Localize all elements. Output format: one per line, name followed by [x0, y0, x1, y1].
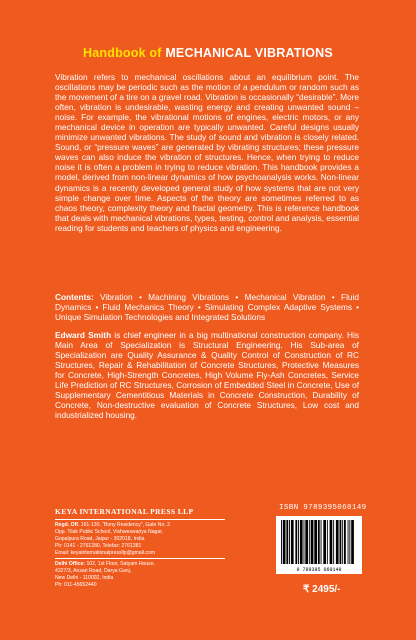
- barcode-bar: [336, 520, 339, 564]
- barcode-bar: [330, 520, 333, 564]
- barcode-bar: [281, 520, 282, 564]
- barcode-bar: [349, 520, 350, 564]
- barcode-bar: [321, 520, 322, 564]
- barcode-bar: [351, 520, 354, 564]
- regd-office-label: Regd. Off.: [55, 522, 80, 528]
- barcode-digits: 9 789395 060149: [296, 567, 342, 573]
- book-title: [0, 46, 416, 60]
- barcode-bar: [283, 520, 286, 564]
- delhi-office-line-2: 4327/3, Ansari Road, Darya Ganj,: [55, 568, 132, 574]
- barcode-bar: [327, 520, 328, 564]
- regd-office-line-2: Opp. Tilak Public School, Vishweswariya Nagar,: [55, 529, 164, 535]
- barcode-bar: [318, 520, 320, 564]
- barcode-bar: [304, 520, 305, 564]
- barcode-bar: [291, 520, 294, 564]
- regd-office-email: Email: keyainternationalpressllp@gmail.com: [55, 550, 156, 556]
- publisher-divider: [55, 519, 225, 520]
- barcode-bar: [286, 520, 288, 564]
- description-paragraph: Vibration refers to mechanical oscillations about an equilibrium point. The oscillations may be periodic such as the motion of a pendulum or random such as the movement of a tire on a gravel road. Vibration is occasionally “desirable”. More often, vibration is undesirable, wasting energy and creating unwanted sound – noise. For example, the vibrational motions of engines, electric motors, or any mechanical device in operation are typically unwanted. Careful designs usually minimize unwanted vibrations. The study of sound and vibration is closely related. Sound, or “pressure waves” are generated by vibrating structures; these pressure waves can also induce the vibration of structures. Hence, when trying to reduce noise it is often a problem in trying to reduce vibration. This handbook provides a model, derived from non-linear dynamics of how psychoanalysis works. Non-linear dynamics is a recently developed general study of how systems that are not very simple change over time. Aspects of the theory are sometimes referred to as chaos theory, complexity theory and fractal geometry. This is reference handbook that deals with mechanical vibrations, types, testing, control and analysis, essential reading for students and teachers of physics and engineering.: [55, 72, 359, 233]
- barcode-bar: [340, 520, 342, 564]
- contents-text: Vibration • Machining Vibrations • Mechanical Vibration • Fluid Dynamics • Fluid Mechanics Theory • Simulating Complex Adaptive Systems • Unique Simulation Technologies and Integrated Solutions: [55, 292, 359, 323]
- isbn-label: ISBN 9789395060149: [279, 504, 367, 512]
- title-subject: MECHANICAL VIBRATIONS: [165, 46, 333, 60]
- delhi-office-line-3: New Delhi - 110002, India: [55, 575, 114, 581]
- contents-label: Contents:: [55, 292, 94, 302]
- barcode-bar: [323, 520, 326, 564]
- author-bio-paragraph: [55, 330, 359, 420]
- title-handbook: Handbook of: [83, 46, 162, 60]
- barcode-bar: [348, 520, 349, 564]
- barcode-bar: [344, 520, 346, 564]
- barcode-bar: [314, 520, 317, 564]
- barcode-bar: [311, 520, 314, 564]
- delhi-office-label: Delhi Office:: [55, 561, 86, 567]
- barcode: [276, 516, 362, 574]
- contents-paragraph: [55, 292, 359, 322]
- price: ₹ 2495/-: [303, 584, 341, 595]
- barcode-bar: [289, 520, 290, 564]
- regd-office-phone: Ph: 0141 - 2761280, Telefax: 2761381: [55, 543, 142, 549]
- delhi-office-phone: Ph: 011-45652440: [55, 582, 97, 588]
- barcode-bar: [295, 520, 297, 564]
- publisher-name: KEYA INTERNATIONAL PRESS LLP: [55, 507, 194, 516]
- barcode-bar: [333, 520, 334, 564]
- publisher-block: [55, 508, 255, 589]
- regd-office-line-1: Regd. Off. 161-130, “Bony Residency”, Gate No. 2: [55, 522, 170, 528]
- barcode-bar: [298, 520, 299, 564]
- author-name: Edward Smith: [55, 330, 112, 340]
- barcode-bar: [342, 520, 343, 564]
- barcode-bar: [309, 520, 310, 564]
- delhi-office-line-1: Delhi Office: 102, 1st Floor, Satyam House,: [55, 561, 155, 567]
- author-bio: is chief engineer in a big multinational construction company. His Main Area of Specialization is Structural Engineering. His Sub-area of Specialization are Quality Assurance & Quality Control of Construction of RC Structures, Repair & Rehabilitation of Concrete Structures, Protective Measures for Concrete, High-Strength Concretes, High Volume Fly-Ash Concretes, Service Life Prediction of RC Structures, Corrosion of Embedded Steel in Concrete, Use of Supplementary Cementitious Materials in Concrete Construction, Durability of Concrete, Non-destructive evaluation of Concrete Structures, Low cost and industrialized housing.: [55, 330, 359, 421]
- publisher-divider-2: [55, 558, 225, 559]
- barcode-bar: [305, 520, 308, 564]
- barcode-bar: [300, 520, 303, 564]
- regd-office-line-3: Gopalpura Road, Jaipur - 302018, India: [55, 536, 145, 542]
